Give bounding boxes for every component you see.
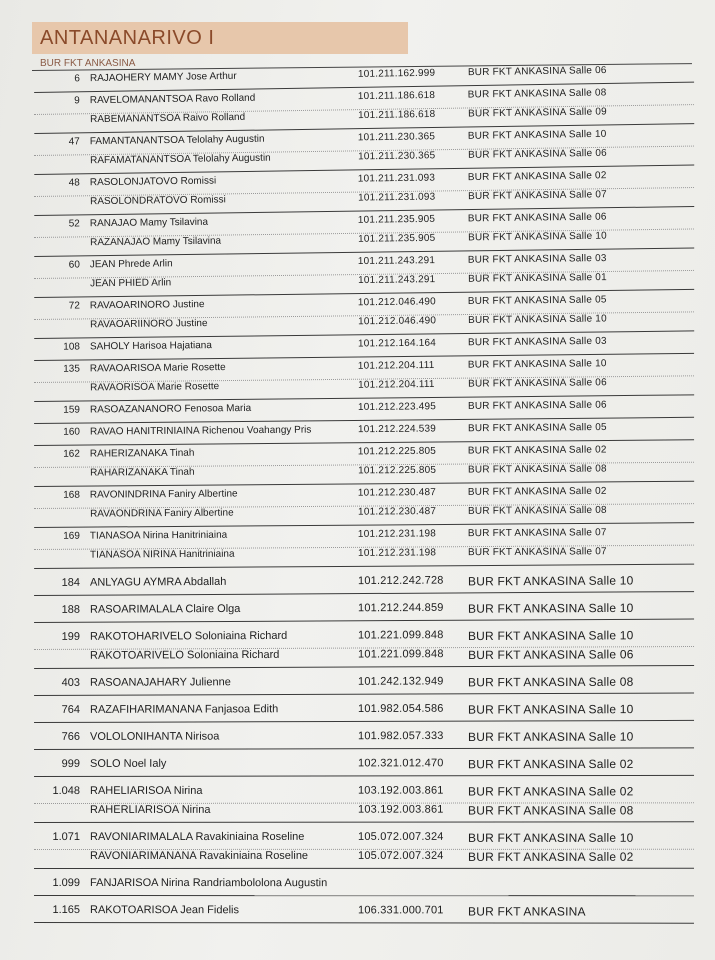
entry-number: 766 <box>61 730 81 743</box>
entry-group <box>34 593 694 623</box>
voter-name: RAVAO HANITRINIAINA Richenou Voahangy Pris <box>89 424 312 438</box>
entry-number <box>34 237 80 238</box>
table-row <box>34 831 694 849</box>
entry-group <box>34 290 694 339</box>
cin-number: 101.212.204.111 <box>357 378 435 391</box>
voter-name: RAVONINDRINA Faniry Albertine <box>89 488 238 501</box>
voter-name: RAVAOARINORO Justine <box>89 299 205 312</box>
polling-station: BUR FKT ANKASINA Salle 03 <box>467 335 607 349</box>
voter-list <box>0 65 715 923</box>
cin-number: 101.212.231.198 <box>357 528 437 540</box>
voter-name: RAZANAJAO Mamy Tsilavina <box>90 235 222 249</box>
voter-name: RAVAOARIINORO Justine <box>90 318 208 331</box>
voter-name: RASOAZANANORO Fenosoa Maria <box>89 402 252 416</box>
table-row <box>34 729 694 749</box>
table-row <box>34 601 694 622</box>
voter-name: JEAN Phrede Arlin <box>89 258 173 271</box>
polling-station: BUR FKT ANKASINA Salle 10 <box>467 600 634 616</box>
entry-group <box>34 694 694 723</box>
voter-name: RAKOTOHARIVELO Soloniaina Richard <box>89 629 288 643</box>
polling-station: BUR FKT ANKASINA Salle 06 <box>467 65 607 79</box>
entry-number: 1.165 <box>52 904 81 917</box>
polling-station: BUR FKT ANKASINA Salle 08 <box>467 674 634 690</box>
cin-number: 101.212.242.728 <box>357 574 444 588</box>
table-row <box>34 545 694 568</box>
voter-name: ANLYAGU AYMRA Abdallah <box>89 575 227 589</box>
polling-station: BUR FKT ANKASINA Salle 02 <box>468 849 634 864</box>
voter-name: RAVELOMANANTSOA Ravo Rolland <box>89 92 256 107</box>
entry-group <box>34 441 694 487</box>
polling-station: BUR FKT ANKASINA Salle 10 <box>467 358 607 371</box>
voter-name: FAMANTANANTSOA Telolahy Augustin <box>89 133 265 148</box>
table-row <box>34 573 694 595</box>
voter-name: RASOARIMALALA Claire Olga <box>89 602 241 616</box>
cin-number: 101.211.186.618 <box>357 108 436 122</box>
polling-station: BUR FKT ANKASINA Salle 10 <box>467 573 634 589</box>
polling-station: BUR FKT ANKASINA Salle 07 <box>467 527 607 540</box>
cin-number: 101.211.162.999 <box>357 67 436 80</box>
entry-number <box>34 278 80 279</box>
entry-group <box>34 721 694 750</box>
voter-name: RAJAOHERY MAMY Jose Arthur <box>89 70 237 85</box>
cin-number: 101.212.230.487 <box>358 506 437 518</box>
voter-name: SOLO Noel Ialy <box>89 757 167 770</box>
entry-group <box>34 524 694 569</box>
polling-station: BUR FKT ANKASINA Salle 06 <box>467 147 607 161</box>
cin-number: 101.212.230.487 <box>357 487 437 499</box>
voter-name: TIANASOA NIRINA Hanitriniaina <box>90 548 235 561</box>
cin-number: 105.072.007.324 <box>358 849 444 862</box>
entry-number: 999 <box>61 757 81 770</box>
entry-number <box>34 114 80 115</box>
table-row <box>34 877 694 895</box>
polling-station: BUR FKT ANKASINA Salle 08 <box>467 504 607 517</box>
cin-number: 103.192.003.861 <box>358 803 444 816</box>
polling-station: BUR FKT ANKASINA Salle 06 <box>467 211 607 225</box>
entry-number: 162 <box>63 448 80 460</box>
entry-group <box>34 823 694 869</box>
voter-name: RAHARIZANAKA Tinah <box>90 466 195 479</box>
polling-station: BUR FKT ANKASINA Salle 10 <box>467 313 607 326</box>
polling-station: BUR FKT ANKASINA Salle 10 <box>467 729 634 744</box>
voter-name: RAFAMATANANTSOA Telolahy Augustin <box>90 152 271 167</box>
cin-number: 106.331.000.701 <box>357 904 444 917</box>
entry-number: 52 <box>68 218 80 230</box>
polling-station: BUR FKT ANKASINA Salle 03 <box>467 253 607 266</box>
cin-number: 101.212.046.490 <box>357 315 437 328</box>
voter-name: RAVAORISOA Marie Rosette <box>90 381 220 394</box>
table-row <box>34 802 694 822</box>
cin-number: 101.982.057.333 <box>357 729 444 743</box>
polling-station: BUR FKT ANKASINA Salle 01 <box>467 272 607 285</box>
voter-name: RAHERIZANAKA Tinah <box>89 447 195 460</box>
entry-group <box>34 620 694 669</box>
polling-station: BUR FKT ANKASINA Salle 02 <box>467 444 607 457</box>
voter-name: VOLOLONIHANTA Nirisoa <box>89 730 220 743</box>
entry-number: 403 <box>61 676 81 689</box>
polling-station: BUR FKT ANKASINA Salle 02 <box>467 756 634 772</box>
entry-number: 764 <box>61 703 81 716</box>
polling-station: BUR FKT ANKASINA Salle 06 <box>467 399 607 412</box>
cin-number: 101.211.243.291 <box>357 255 436 268</box>
polling-station: BUR FKT ANKASINA Salle 02 <box>467 170 607 184</box>
entry-group <box>34 482 694 528</box>
table-row <box>34 702 694 722</box>
cin-number: 101.211.235.905 <box>357 213 436 226</box>
entry-group <box>34 776 694 823</box>
entry-number: 1.048 <box>52 784 80 797</box>
page-title: ANTANANARIVO I <box>32 22 408 54</box>
polling-station: BUR FKT ANKASINA Salle 05 <box>467 294 607 308</box>
entry-number: 108 <box>63 341 81 353</box>
entry-number: 135 <box>63 363 80 375</box>
voter-name: TIANASOA Nirina Hanitriniaina <box>89 529 228 542</box>
entry-number: 1.071 <box>52 830 80 843</box>
voter-name: RABEMANANTSOA Raivo Rolland <box>90 111 246 126</box>
cin-number: 101.221.099.848 <box>357 629 444 642</box>
polling-station: BUR FKT ANKASINA Salle 06 <box>467 377 607 390</box>
cin-number: 103.192.003.861 <box>357 784 444 797</box>
cin-number: 101.212.225.805 <box>358 464 437 477</box>
cin-number: 101.212.225.805 <box>357 445 437 458</box>
entry-number: 184 <box>61 576 81 589</box>
voter-name: RAVONIARIMALALA Ravakiniaina Roseline <box>89 830 305 843</box>
polling-station: BUR FKT ANKASINA Salle 08 <box>467 463 607 476</box>
polling-station: BUR FKT ANKASINA Salle 08 <box>468 803 634 818</box>
voter-name: RAHELIARISOA Nirina <box>89 784 203 797</box>
cin-number: 101.221.099.848 <box>358 648 444 661</box>
cin-number: 101.212.204.111 <box>357 359 435 372</box>
polling-station: BUR FKT ANKASINA Salle 08 <box>467 87 607 101</box>
table-row <box>34 674 694 695</box>
polling-station: BUR FKT ANKASINA Salle 10 <box>467 702 634 717</box>
cin-number: 101.211.243.291 <box>357 274 436 287</box>
cin-number: 101.242.132.949 <box>357 675 444 688</box>
cin-number: 101.212.244.859 <box>357 601 444 615</box>
table-row <box>34 784 694 803</box>
cin-number: 101.211.230.365 <box>357 131 436 144</box>
cin-number: 102.321.012.470 <box>357 757 444 770</box>
table-row <box>34 757 694 776</box>
entry-number <box>34 319 80 320</box>
polling-station: BUR FKT ANKASINA Salle 07 <box>467 189 607 203</box>
cin-number: 101.211.231.093 <box>357 172 436 185</box>
voter-name: RASOLONDRATOVO Romissi <box>90 194 226 208</box>
entry-number: 199 <box>61 630 80 643</box>
polling-station: BUR FKT ANKASINA Salle 10 <box>467 128 607 142</box>
entry-group <box>34 565 694 596</box>
entry-number: 159 <box>63 404 81 416</box>
voter-name: RAZAFIHARIMANANA Fanjasoa Edith <box>89 703 279 716</box>
entry-number: 188 <box>61 603 81 616</box>
voter-name: RANAJAO Mamy Tsilavina <box>89 216 209 230</box>
cin-number: 101.212.223.495 <box>357 401 437 413</box>
entry-number: 48 <box>68 177 80 189</box>
cin-number: 101.211.231.093 <box>357 191 436 204</box>
polling-station: BUR FKT ANKASINA Salle 02 <box>467 784 634 799</box>
entry-number <box>34 196 80 197</box>
entry-number: 1.099 <box>52 877 81 890</box>
polling-station: BUR FKT ANKASINA Salle 10 <box>467 230 607 244</box>
voter-name: RAVONIARIMANANA Ravakiniaina Roseline <box>90 849 309 862</box>
entry-group <box>34 666 694 696</box>
entry-number: 169 <box>63 530 80 542</box>
voter-name: RAVAOARISOA Marie Rosette <box>89 362 226 375</box>
cin-number: 101.212.224.539 <box>357 423 437 436</box>
cin-number: 101.212.231.198 <box>358 547 437 559</box>
polling-station: BUR FKT ANKASINA Salle 02 <box>467 485 607 498</box>
cin-number: 105.072.007.324 <box>357 830 444 843</box>
cin-number: 101.211.235.905 <box>357 232 436 245</box>
polling-station: BUR FKT ANKASINA Salle 09 <box>467 106 607 120</box>
table-row <box>34 646 694 668</box>
entry-number: 9 <box>74 95 80 107</box>
cin-number: 101.211.230.365 <box>357 150 436 163</box>
entry-number: 60 <box>68 259 80 271</box>
voter-name: SAHOLY Harisoa Hajatiana <box>89 340 212 353</box>
cin-number: 101.982.054.586 <box>357 702 444 715</box>
entry-number: 47 <box>68 136 80 148</box>
entry-number: 6 <box>74 73 81 85</box>
entry-number: 168 <box>63 489 80 501</box>
cin-number: 101.212.046.490 <box>357 296 436 309</box>
polling-station: BUR FKT ANKASINA Salle 06 <box>468 647 634 663</box>
voter-name: RAKOTOARISOA Jean Fidelis <box>89 904 239 917</box>
entry-group <box>34 896 694 924</box>
voter-name: RASOANAJAHARY Julienne <box>89 676 231 689</box>
polling-station: BUR FKT ANKASINA <box>467 904 586 919</box>
cin-number: 101.212.164.164 <box>357 337 437 350</box>
polling-station: BUR FKT ANKASINA Salle 05 <box>467 422 607 435</box>
table-row <box>34 904 694 923</box>
voter-name: RAKOTOARIVELO Soloniaina Richard <box>90 648 280 662</box>
voter-name: RAHERLIARISOA Nirina <box>90 803 211 816</box>
polling-station: BUR FKT ANKASINA Salle 10 <box>467 628 634 644</box>
voter-name: RASOLONJATOVO Romissi <box>89 175 217 189</box>
entry-number <box>34 155 80 156</box>
voter-name: RAVAONDRINA Faniry Albertine <box>90 507 234 520</box>
voter-name: JEAN PHIED Arlin <box>90 277 172 290</box>
polling-station: BUR FKT ANKASINA Salle 10 <box>467 830 634 845</box>
voter-name: FANJARISOA Nirina Randriambololona Augustin <box>89 877 328 890</box>
entry-group <box>34 869 694 896</box>
entry-number: 72 <box>68 300 80 312</box>
cin-number: 101.211.186.618 <box>357 89 436 103</box>
section-subtitle: BUR FKT ANKASINA <box>40 58 136 69</box>
entry-number: 160 <box>63 426 81 438</box>
entry-group <box>34 354 694 402</box>
polling-station: BUR FKT ANKASINA Salle 07 <box>468 546 607 559</box>
table-row <box>34 849 694 868</box>
entry-group <box>34 749 694 777</box>
